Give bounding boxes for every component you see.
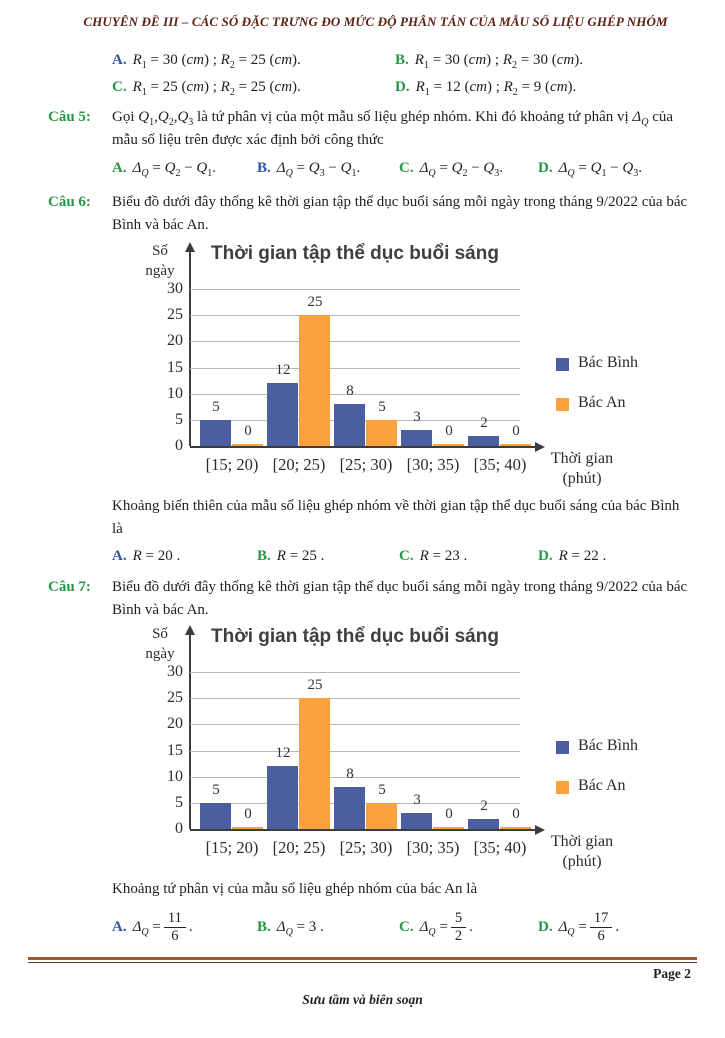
bar-an	[299, 315, 330, 446]
bar-value-label: 2	[480, 414, 488, 431]
option-math-text: $\Delta_Q$ =	[419, 918, 448, 938]
gridline	[190, 289, 520, 290]
answer-option-a	[112, 543, 180, 570]
y-tick-label: 10	[167, 767, 183, 785]
y-tick-label: 10	[167, 384, 183, 402]
legend-label: Bác An	[578, 777, 626, 794]
bar-value-label: 0	[445, 423, 453, 439]
x-category-label: [20; 25)	[272, 455, 326, 474]
gridline	[190, 368, 520, 369]
question-7	[48, 576, 697, 622]
bar-value-label: 0	[512, 423, 520, 439]
option-math-text: R = 23 .	[419, 548, 468, 564]
answer-option-b	[257, 543, 324, 570]
x-category-label: [35; 40)	[473, 838, 527, 857]
fraction-numerator: 5	[451, 911, 466, 928]
x-category-label: [25; 30)	[339, 838, 393, 857]
option-letter: B.	[257, 548, 271, 564]
option-math-text: $\Delta_Q = Q_3 - Q_1$.	[276, 160, 361, 179]
bar-value-label: 0	[244, 423, 252, 439]
x-axis-label: Thời gian (phút)	[550, 450, 614, 487]
answer-option-b	[395, 47, 583, 74]
gridline	[190, 724, 520, 725]
bar-binh	[267, 383, 298, 446]
bar-value-label: 25	[307, 677, 323, 694]
question-text: Biểu đồ dưới đây thống kê thời gian tập thể dục buổi sáng mỗi ngày trong tháng 9/2022 của bác Bình và bác An.	[112, 194, 688, 233]
fraction	[164, 911, 186, 944]
y-tick-label: 30	[167, 280, 183, 298]
option-letter: C.	[399, 548, 414, 564]
fraction-denominator: 6	[597, 927, 605, 944]
option-letter: D.	[538, 160, 553, 176]
fraction	[590, 911, 613, 944]
page-number: Page 2	[653, 966, 691, 981]
option-letter: C.	[112, 79, 127, 95]
option-letter: A.	[112, 918, 127, 935]
answer-option-b	[257, 903, 324, 951]
x-axis-line	[190, 446, 537, 448]
option-letter: A.	[112, 160, 127, 176]
legend-swatch-an	[556, 398, 569, 411]
gridline	[190, 751, 520, 752]
bar-an	[299, 698, 330, 829]
bar-value-label: 8	[346, 766, 354, 783]
question-number: Câu 5:	[48, 109, 91, 125]
bar-binh	[200, 420, 231, 446]
y-tick-label: 0	[175, 820, 183, 837]
answer-option-c	[399, 543, 467, 570]
option-math-text: R = 25 .	[276, 548, 325, 564]
bar-value-label: 0	[512, 806, 520, 822]
x-category-label: [20; 25)	[272, 838, 326, 857]
y-axis-arrow-icon	[185, 242, 195, 252]
x-axis-label: Thời gian (phút)	[550, 833, 614, 870]
answer-option-d	[538, 903, 619, 951]
document-page	[0, 14, 725, 1038]
option-letter: A.	[112, 548, 127, 564]
bar-value-label: 3	[413, 792, 421, 809]
option-math-text: $R_1 = 25$ (cm) ; $R_2 = 25$ (cm).	[132, 79, 301, 98]
bar-an	[366, 803, 397, 829]
gridline	[190, 672, 520, 673]
bar-value-label: 5	[212, 398, 220, 415]
bar-binh	[334, 404, 365, 446]
answer-option-d	[395, 74, 576, 101]
y-axis-label: Số ngày	[145, 243, 175, 279]
y-tick-label: 20	[167, 715, 183, 733]
bar-value-label: 0	[244, 806, 252, 822]
option-suffix: .	[188, 918, 193, 935]
bar-an	[232, 827, 263, 829]
question-6	[48, 191, 697, 237]
bar-an	[433, 444, 464, 446]
bar-value-label: 5	[212, 781, 220, 798]
answer-option-d	[538, 543, 606, 570]
gridline	[190, 341, 520, 342]
question-text: Gọi $Q_1,Q_2,Q_3$ là tứ phân vị của một mẫu số liệu ghép nhóm. Khi đó khoảng tứ phân vị $\Delta_Q$ của mẫu số liệu trên được xác định bởi công thức	[112, 109, 674, 148]
bar-an	[433, 827, 464, 829]
bar-binh	[401, 430, 432, 446]
option-letter: D.	[395, 79, 410, 95]
gridline	[190, 315, 520, 316]
exercise-time-bar-chart-1	[128, 241, 703, 489]
chart-question-text: Khoảng biến thiên của mẫu số liệu ghép nhóm về thời gian tập thể dục buổi sáng của bác Bình là	[112, 498, 680, 537]
option-letter: B.	[257, 918, 271, 935]
x-axis-line	[190, 829, 537, 831]
bar-an	[366, 420, 397, 446]
option-suffix: .	[615, 918, 620, 935]
answer-row	[112, 74, 705, 101]
question-text: Biểu đồ dưới đây thống kê thời gian tập thể dục buổi sáng mỗi ngày trong tháng 9/2022 của bác Bình và bác An.	[112, 579, 688, 618]
option-math-text: $R_1 = 12$ (cm) ; $R_2 = 9$ (cm).	[415, 79, 577, 98]
y-tick-label: 15	[167, 358, 183, 376]
y-tick-label: 15	[167, 741, 183, 759]
y-axis-label: Số ngày	[145, 626, 175, 662]
bar-value-label: 3	[413, 409, 421, 426]
legend-swatch-binh	[556, 741, 569, 754]
footer-divider	[28, 957, 697, 963]
option-letter: C.	[399, 918, 414, 935]
option-math-text: R = 22 .	[558, 548, 607, 564]
y-tick-label: 30	[167, 663, 183, 681]
x-category-label: [30; 35)	[406, 838, 460, 857]
bar-value-label: 2	[480, 797, 488, 814]
bar-binh	[200, 803, 231, 829]
option-letter: B.	[395, 52, 409, 68]
legend-swatch-an	[556, 781, 569, 794]
x-category-label: [35; 40)	[473, 455, 527, 474]
option-letter: C.	[399, 160, 414, 176]
option-letter: A.	[112, 52, 127, 68]
y-tick-label: 5	[175, 410, 183, 428]
option-math-text: $R_1 = 30$ (cm) ; $R_2 = 25$ (cm).	[132, 52, 301, 71]
bar-value-label: 0	[445, 806, 453, 822]
option-math-text: $\Delta_Q$ =	[132, 918, 161, 938]
y-axis-line	[189, 634, 191, 829]
bar-binh	[334, 787, 365, 829]
bar-binh	[401, 813, 432, 829]
exercise-time-bar-chart-2	[128, 624, 703, 872]
option-suffix: .	[469, 918, 473, 935]
chart-question-text: Khoảng tứ phân vị của mẫu số liệu ghép nhóm của bác An là	[112, 881, 478, 897]
y-tick-label: 25	[167, 689, 183, 707]
answer-option-c	[399, 155, 503, 182]
answer-option-a	[112, 903, 193, 951]
fraction	[451, 911, 466, 944]
option-math-text: $\Delta_Q = Q_2 - Q_1$.	[132, 160, 217, 179]
answer-option-b	[257, 155, 360, 182]
answer-option-c	[399, 903, 473, 951]
footer-note: Sưu tầm và biên soạn	[302, 992, 423, 1007]
question-number: Câu 7:	[48, 579, 91, 595]
answer-option-c	[112, 74, 301, 101]
y-tick-label: 0	[175, 437, 183, 454]
bar-binh	[468, 819, 499, 829]
option-math-text: $\Delta_Q = Q_2 - Q_3$.	[419, 160, 504, 179]
answer-row	[112, 155, 705, 182]
answer-option-d	[538, 155, 642, 182]
option-letter: D.	[538, 548, 553, 564]
bar-value-label: 12	[275, 362, 291, 379]
answer-row	[112, 47, 705, 74]
legend-swatch-binh	[556, 358, 569, 371]
x-category-label: [15; 20)	[205, 455, 259, 474]
bar-value-label: 12	[275, 745, 291, 762]
bar-value-label: 8	[346, 383, 354, 400]
answer-row	[112, 543, 705, 570]
bar-binh	[468, 436, 499, 446]
option-math-text: $\Delta_Q$ =	[558, 918, 587, 938]
y-axis-arrow-icon	[185, 625, 195, 635]
fraction-numerator: 11	[164, 911, 186, 928]
legend-label: Bác An	[578, 394, 626, 411]
x-category-label: [15; 20)	[205, 838, 259, 857]
chart-title: Thời gian tập thể dục buổi sáng	[211, 626, 499, 647]
option-letter: D.	[538, 918, 553, 935]
option-math-text: $\Delta_Q = Q_1 - Q_3$.	[558, 160, 643, 179]
x-category-label: [30; 35)	[406, 455, 460, 474]
option-letter: B.	[257, 160, 271, 176]
legend-label: Bác Bình	[578, 737, 638, 754]
bar-value-label: 5	[378, 781, 386, 798]
chart-title: Thời gian tập thể dục buổi sáng	[211, 243, 499, 264]
bar-an	[500, 444, 531, 446]
y-axis-line	[189, 251, 191, 446]
bar-value-label: 25	[307, 294, 323, 311]
option-math-text: $\Delta_Q = 3$ .	[276, 918, 324, 938]
bar-binh	[267, 766, 298, 829]
option-math-text: R = 20 .	[132, 548, 181, 564]
y-tick-label: 5	[175, 793, 183, 811]
bar-an	[232, 444, 263, 446]
answer-option-a	[112, 47, 301, 74]
y-tick-label: 25	[167, 306, 183, 324]
option-math-text: $R_1 = 30$ (cm) ; $R_2 = 30$ (cm).	[414, 52, 583, 71]
fraction-denominator: 2	[454, 927, 463, 944]
question-5	[48, 106, 697, 152]
question-number: Câu 6:	[48, 194, 91, 210]
fraction-numerator: 17	[590, 911, 613, 928]
answer-row	[112, 903, 705, 951]
bar-value-label: 5	[378, 398, 386, 415]
y-tick-label: 20	[167, 332, 183, 350]
answer-option-a	[112, 155, 216, 182]
fraction-denominator: 6	[171, 927, 179, 944]
legend-label: Bác Bình	[578, 354, 638, 371]
gridline	[190, 698, 520, 699]
page-title: CHUYÊN ĐỀ III – CÁC SỐ ĐẶC TRƯNG ĐO MỨC ĐỘ PHÂN TÁN CỦA MẪU SỐ LIỆU GHÉP NHÓM	[83, 14, 668, 29]
x-category-label: [25; 30)	[339, 455, 393, 474]
bar-an	[500, 827, 531, 829]
